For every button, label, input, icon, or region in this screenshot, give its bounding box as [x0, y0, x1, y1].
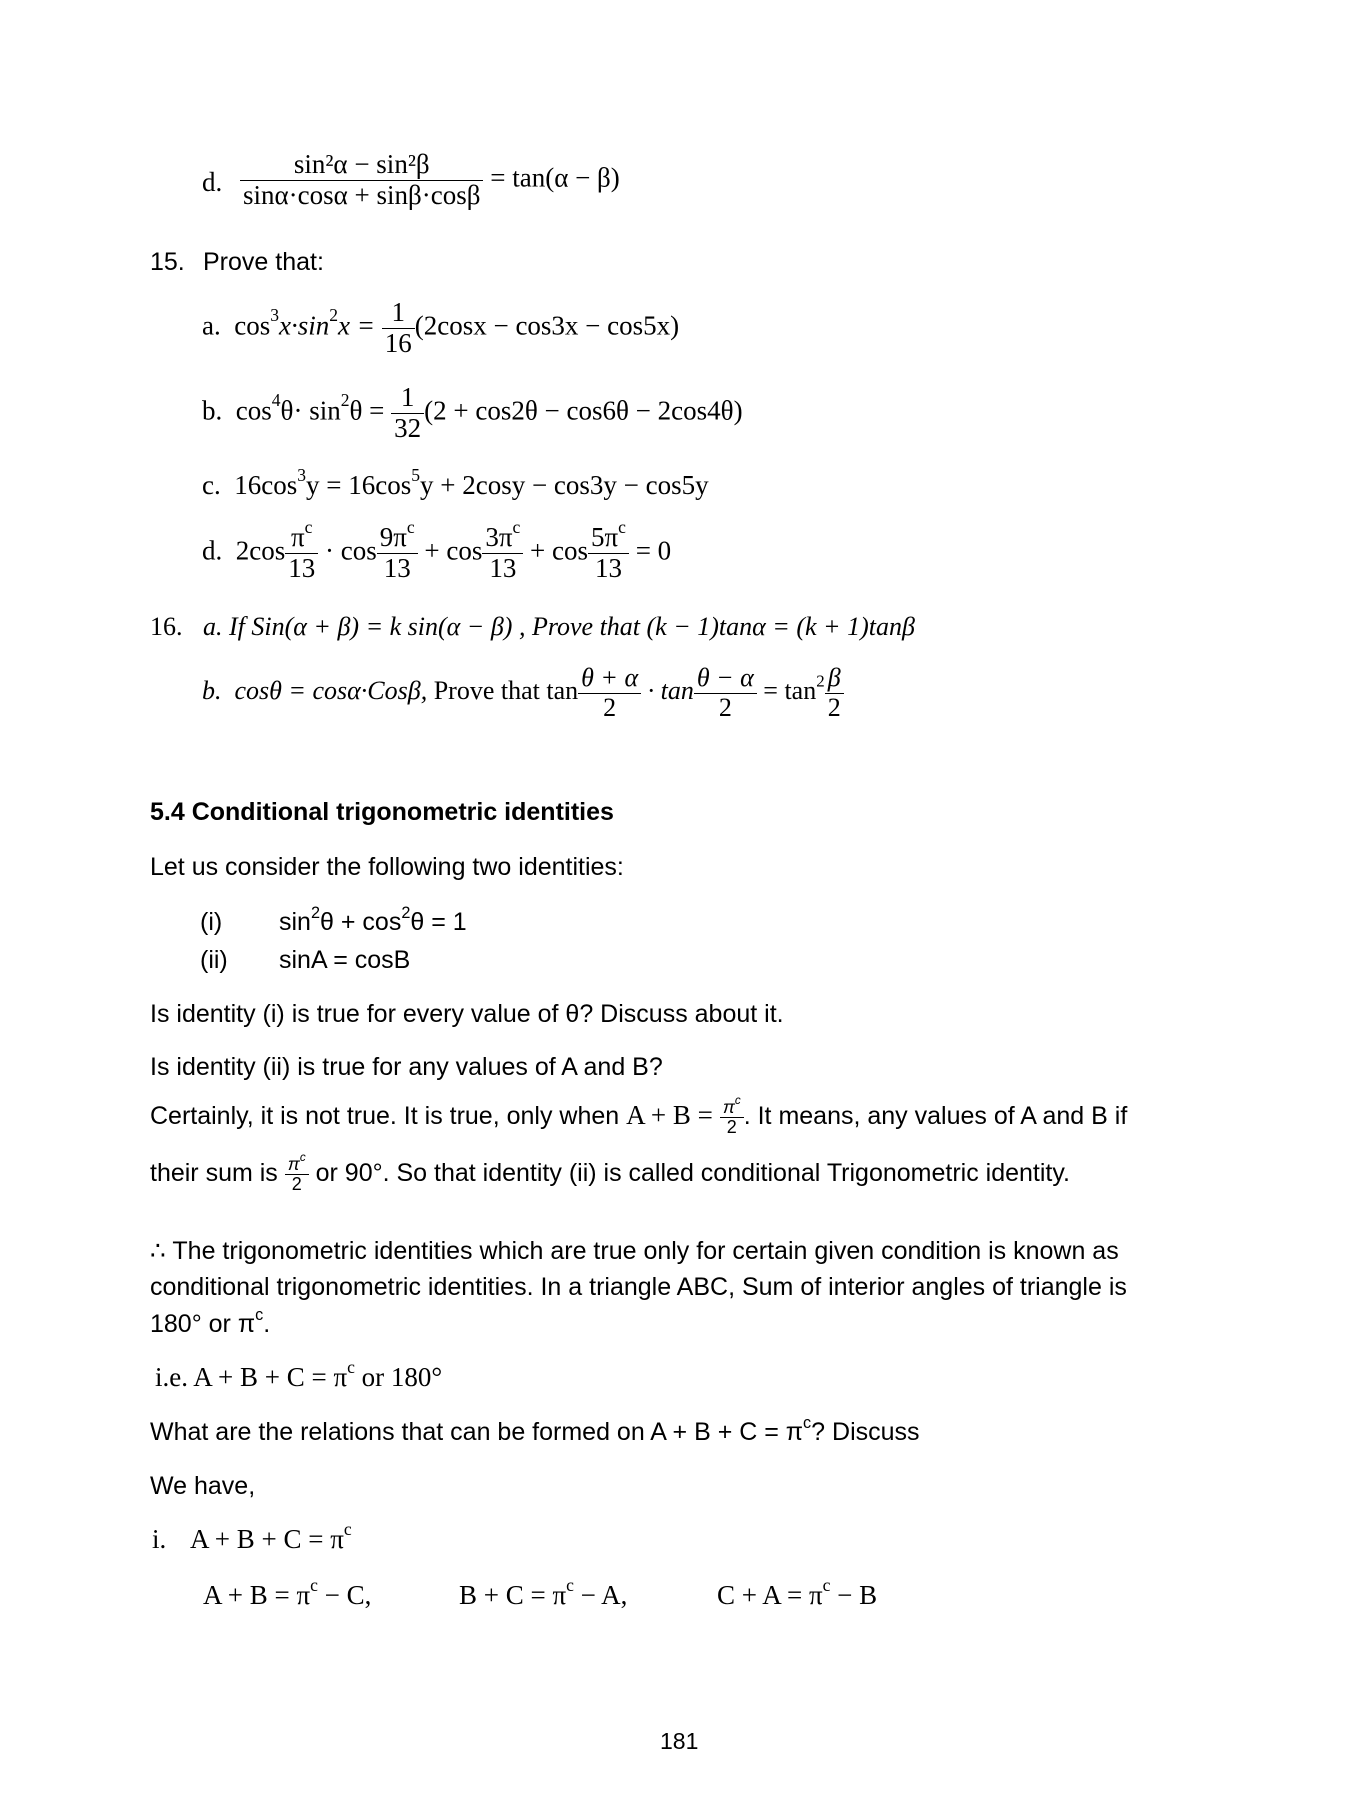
math-text: x·sin	[279, 310, 330, 341]
problem-15b-fraction	[391, 383, 424, 443]
section-intro: Let us consider the following two identities:	[150, 853, 624, 881]
problem-15c-label: c.	[202, 470, 221, 500]
superscript: 2	[816, 671, 825, 691]
paragraph-2	[150, 1151, 1070, 1194]
problem-15d-fraction-4	[588, 516, 629, 583]
prev-d-fraction	[240, 150, 483, 210]
math-text: θ + cos	[320, 908, 402, 936]
numerator: 1	[391, 383, 424, 414]
denominator: 13	[288, 552, 316, 583]
identity-ii: sinA = cosB	[279, 946, 411, 974]
math-text: θ =	[349, 395, 385, 426]
prev-d-expression	[240, 150, 620, 210]
text: . It means, any values of A and B if	[743, 1102, 1128, 1130]
numerator: 1	[382, 298, 415, 329]
identity-i	[279, 903, 467, 937]
superscript: 3	[270, 305, 279, 326]
math-text: · tan	[647, 676, 694, 706]
numerator: θ − α	[694, 664, 757, 694]
math-text: A + B + C = π	[190, 1524, 344, 1554]
item-i-label: i.	[152, 1524, 167, 1554]
math-text: 2cos	[235, 535, 286, 566]
superscript: c	[803, 1413, 812, 1432]
paragraph-1	[150, 1094, 1128, 1137]
question-1: Is identity (i) is true for every value of θ? Discuss about it.	[150, 1000, 784, 1028]
denominator: 13	[594, 552, 622, 583]
math-text: A + B =	[626, 1100, 713, 1130]
superscript: c	[822, 1574, 831, 1595]
math-text: cos	[235, 395, 272, 426]
superscript: c	[299, 1151, 306, 1165]
superscript: 2	[401, 903, 411, 922]
math-text: θ· sin	[280, 395, 341, 426]
superscript: 5	[411, 464, 420, 485]
problem-15b	[202, 383, 743, 443]
math-text: or 180°	[354, 1362, 443, 1392]
problem-15-title: Prove that:	[203, 248, 324, 276]
superscript: 3	[297, 464, 306, 485]
problem-15b-rhs: (2 + cos2θ − cos6θ − 2cos4θ)	[424, 395, 743, 426]
problem-15a-fraction	[382, 298, 415, 358]
math-text: − B	[830, 1580, 878, 1610]
denominator: 13	[383, 552, 411, 583]
text: ? Discuss	[811, 1418, 920, 1446]
denominator: 2	[718, 692, 732, 722]
denominator: 32	[394, 412, 422, 443]
problem-16b-fraction-1	[578, 664, 641, 722]
text: .	[263, 1310, 271, 1338]
problem-15d-fraction-3	[482, 516, 523, 583]
text: 180° or π	[150, 1310, 256, 1338]
therefore-line-3	[150, 1305, 271, 1339]
problem-16b-fraction-2	[694, 664, 757, 722]
paragraph-1-fraction	[720, 1094, 744, 1137]
math-text: y + 2cosy − cos3y − cos5y	[419, 470, 709, 500]
identity-i-label: (i)	[200, 908, 223, 936]
prev-d-rhs: = tan(α − β)	[490, 162, 620, 193]
problem-16b-fraction-3	[825, 664, 844, 722]
section-heading: 5.4 Conditional trigonometric identities	[150, 798, 614, 826]
denominator: 2	[603, 692, 617, 722]
superscript: c	[618, 516, 626, 537]
text: Certainly, it is not true. It is true, only when	[150, 1102, 627, 1130]
superscript: c	[347, 1356, 355, 1377]
problem-16a: a. If Sin(α + β) = k sin(α − β) , Prove that (k − 1)tanα = (k + 1)tanβ	[203, 612, 915, 641]
numerator: π	[291, 522, 305, 552]
math-text: 16cos	[234, 470, 298, 500]
prev-d-denominator: sinα·cosα + sinβ·cosβ	[243, 179, 481, 210]
item-i	[190, 1518, 352, 1555]
math-text: i.e. A + B + C = π	[155, 1362, 348, 1392]
math-text: x =	[338, 310, 375, 341]
prev-d-label: d.	[202, 167, 223, 197]
prev-d-numerator: sin²α − sin²β	[240, 150, 483, 181]
numerator: θ + α	[578, 664, 641, 694]
ie-line	[155, 1356, 443, 1393]
relations-question	[150, 1413, 920, 1447]
math-text: θ = 1	[410, 908, 467, 936]
relation-1	[203, 1574, 372, 1611]
problem-15d-rhs: = 0	[635, 535, 672, 566]
superscript: 4	[271, 390, 281, 411]
denominator: 2	[291, 1173, 302, 1194]
superscript: c	[310, 1574, 318, 1595]
superscript: c	[255, 1305, 264, 1324]
superscript: c	[734, 1094, 741, 1108]
problem-15a-label: a.	[202, 310, 221, 341]
numerator: π	[722, 1097, 735, 1117]
superscript: 2	[340, 390, 350, 411]
math-text: sin	[279, 908, 311, 936]
therefore-line-1: ∴ The trigonometric identities which are true only for certain given condition is known as	[150, 1237, 1119, 1265]
text: their sum is	[150, 1159, 278, 1187]
math-text: C + A = π	[717, 1580, 823, 1610]
problem-15-number: 15.	[150, 248, 185, 276]
superscript: c	[343, 1518, 352, 1539]
numerator: β	[825, 664, 844, 694]
math-text: = tan	[763, 676, 817, 706]
math-text: − A,	[573, 1580, 628, 1610]
paragraph-2-fraction	[285, 1151, 309, 1194]
superscript: c	[304, 516, 313, 537]
problem-16-number: 16.	[150, 612, 183, 641]
math-text: B + C = π	[459, 1580, 567, 1610]
math-text: + cos	[530, 535, 589, 566]
question-2: Is identity (ii) is true for any values of A and B?	[150, 1053, 663, 1081]
denominator: 13	[489, 552, 517, 583]
numerator: 5π	[591, 522, 619, 552]
denominator: 2	[726, 1116, 737, 1137]
superscript: c	[406, 516, 415, 537]
numerator: π	[287, 1154, 300, 1174]
problem-15d-fraction-1	[285, 516, 318, 583]
problem-15d-label: d.	[202, 535, 223, 566]
superscript: c	[566, 1574, 574, 1595]
superscript: 2	[329, 305, 339, 326]
problem-16b-label: b.	[202, 676, 222, 706]
numerator: 9π	[379, 522, 407, 552]
problem-16b	[202, 664, 844, 722]
denominator: 2	[827, 692, 841, 722]
problem-15d-fraction-2	[377, 516, 418, 583]
numerator: 3π	[485, 522, 513, 552]
math-text: cos	[234, 310, 271, 341]
math-text: − C,	[317, 1580, 372, 1610]
math-text: A + B = π	[203, 1580, 311, 1610]
relation-3	[717, 1574, 878, 1611]
we-have: We have,	[150, 1472, 256, 1500]
page-number: 181	[660, 1728, 699, 1754]
problem-15a	[202, 298, 679, 358]
denominator: 16	[384, 327, 412, 358]
identity-ii-label: (ii)	[200, 946, 228, 974]
superscript: 2	[310, 903, 321, 922]
superscript: c	[512, 516, 521, 537]
relation-2	[459, 1574, 628, 1611]
text: What are the relations that can be formed on A + B + C = π	[150, 1418, 804, 1446]
math-text: + cos	[424, 535, 483, 566]
problem-15d	[202, 516, 672, 583]
math-text: Prove that tan	[433, 676, 579, 706]
math-text: y = 16cos	[306, 470, 412, 500]
problem-15c	[202, 464, 709, 501]
problem-15a-rhs: (2cosx − cos3x − cos5x)	[414, 310, 680, 341]
problem-16b-condition: cosθ = cosα·Cosβ,	[234, 676, 428, 706]
therefore-line-2: conditional trigonometric identities. In a triangle ABC, Sum of interior angles of triangle is	[150, 1273, 1127, 1301]
math-text: · cos	[325, 535, 377, 566]
problem-15b-label: b.	[202, 395, 223, 426]
text: or 90°. So that identity (ii) is called conditional Trigonometric identity.	[315, 1159, 1070, 1187]
